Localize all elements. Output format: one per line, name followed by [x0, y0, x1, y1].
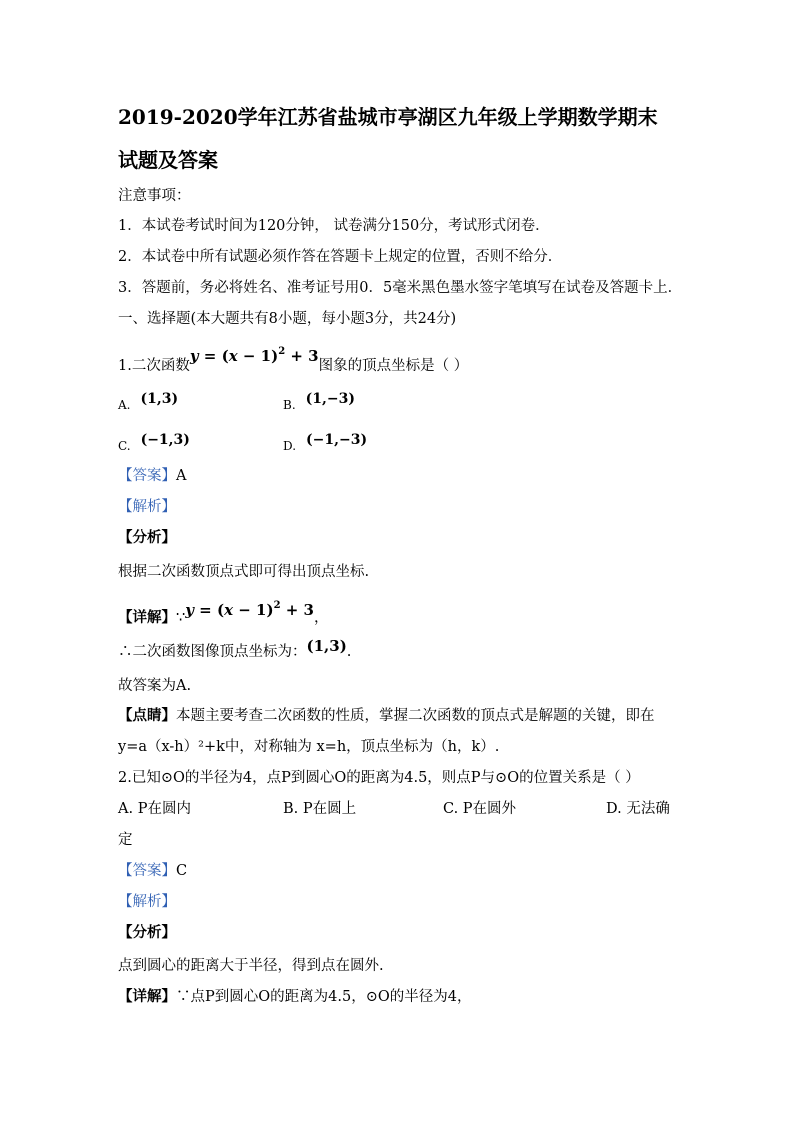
q1-dianjing-2: y=a（x-h）²+k中，对称轴为 x=h，顶点坐标为（h，k）.: [118, 739, 500, 755]
q2-fenxi: 【分析】: [118, 924, 176, 941]
q2-fenxi-text: 点到圆心的距离大于半径，得到点在圆外.: [118, 958, 384, 974]
q1-conclusion: 故答案为A.: [118, 678, 192, 694]
q1-jiexi: 【解析】: [118, 499, 176, 515]
q1-xiangjie: 【详解】∵y = $(x - 1)^2 + 3$，: [118, 600, 329, 626]
note-1: 1．本试卷考试时间为120分钟， 试卷满分150分，考试形式闭卷．: [118, 218, 550, 234]
q2-option-d: D. 无法确: [606, 801, 670, 817]
q1-answer: 【答案】A: [118, 468, 187, 484]
q1-fenxi: 【分析】: [118, 529, 176, 546]
q1-stem: [118, 346, 469, 376]
q2-option-b: B. P在圆上: [283, 801, 357, 817]
q1-formula: $y = (x - 1)^2 + 3$: [189, 346, 319, 365]
q2-jiexi: 【解析】: [118, 894, 176, 910]
q1-xiangjie-formula: $y = (x - 1)^2 + 3$: [185, 600, 314, 619]
q2-answer: 【答案】C: [118, 863, 188, 879]
q1-option-c: C. (−1,3): [118, 432, 190, 453]
page-title: 2019-2020学年江苏省盐城市亭湖区九年级上学期数学期末: [118, 105, 658, 129]
notes-heading: 注意事项：: [118, 188, 191, 204]
q2-option-a: A. P在圆内: [118, 801, 191, 817]
note-3: 3．答题前，务必将姓名、准考证号用0．5毫米黑色墨水签字笔填写在试卷及答题卡上．: [118, 280, 683, 296]
q2-stem: 2.已知⊙O的半径为4，点P到圆心O的距离为4.5，则点P与⊙O的位置关系是（ ）: [118, 770, 640, 786]
section-heading: 一、选择题(本大题共有8小题，每小题3分，共24分): [118, 311, 457, 327]
note-2: 2．本试卷中所有试题必须作答在答题卡上规定的位置，否则不给分．: [118, 249, 563, 265]
q1-prefix: 1.二次函数: [118, 358, 190, 374]
page-title-continued: 试题及答案: [118, 148, 218, 172]
q2-option-wrap: 定: [118, 832, 133, 848]
q1-option-d: D. (−1,−3): [283, 432, 368, 453]
q2-xiangjie: 【详解】∵点P到圆心O的距离为4.5，⊙O的半径为4，: [118, 988, 472, 1005]
q2-option-c: C. P在圆外: [443, 801, 517, 817]
q1-option-a: A. (1,3): [118, 391, 179, 412]
q1-suffix: 图象的顶点坐标是（ ）: [318, 358, 469, 374]
q1-therefore: ∴二次函数图像顶点坐标为：(1,3).: [118, 637, 352, 660]
q1-dianjing: 【点睛】本题主要考查二次函数的性质，掌握二次函数的顶点式是解题的关键，即在: [118, 707, 655, 724]
q1-option-b: B. (1,−3): [283, 391, 355, 412]
q1-fenxi-text: 根据二次函数顶点式即可得出顶点坐标.: [118, 564, 370, 580]
